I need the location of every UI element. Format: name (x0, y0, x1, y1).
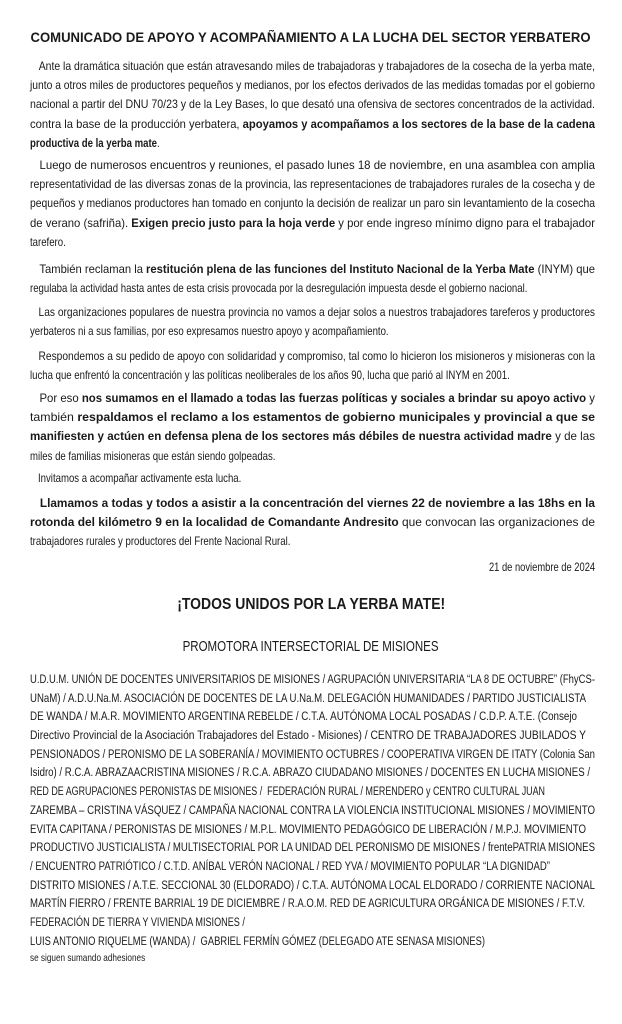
text: Las organizaciones populares de nuestra provincia no vamos a dejar solos a nuestros trabajadores tareferos y productores (30, 305, 595, 319)
date-text: 21 de noviembre de 2024 (488, 560, 595, 574)
paragraph-line (30, 57, 595, 76)
paragraph (30, 469, 595, 488)
paragraph-line (30, 408, 595, 427)
adhesion-line (30, 763, 595, 782)
adhesion-line (30, 932, 595, 951)
text: nacional a partir del DNU 70/23 y de la Ley Bases, lo que desató una ofensiva de sectores concentrados de la actividad. (30, 97, 595, 112)
text: también (30, 410, 78, 425)
paragraph-line (30, 279, 595, 298)
paragraph-line (30, 494, 595, 513)
footer-note (30, 952, 178, 964)
text: miles de familias misioneras que están siendo golpeadas. (30, 448, 276, 463)
adhesion-line (30, 876, 595, 895)
adhesion-line (30, 820, 595, 839)
paragraph-line (30, 214, 595, 233)
paragraph (30, 347, 595, 385)
adhesions-list (30, 670, 595, 950)
paragraph (30, 57, 595, 153)
text: y por ende ingreso mínimo digno para el trabajador (335, 215, 595, 230)
adhesion-line (30, 707, 595, 726)
signatory-text: PROMOTORA INTERSECTORIAL DE MISIONES (183, 638, 439, 655)
adhesion-text: UNaM) / A.D.U.Na.M. ASOCIACIÓN DE DOCENTES DE LA U.Na.M. DELEGACIÓN HUMANIDADES / PARTIDO JUSTICIALISTA (30, 690, 586, 705)
paragraph-line (30, 532, 595, 551)
paragraph-line (30, 447, 595, 466)
text: Invitamos a acompañar activamente esta lucha. (30, 471, 242, 485)
bold-text: rotonda del kilómetro 9 en la localidad de Comandante Andresito (30, 515, 399, 530)
adhesion-text: EVITA CAPITANA / PERONISTAS DE MISIONES / M.P.L. MOVIMIENTO PEDAGÓGICO DE LIBERACIÓN / M.P.J. MOVIMIENTO (30, 821, 586, 836)
document-date (459, 560, 595, 574)
text: yerbateros ni a sus familias, por eso expresamos nuestro apoyo y acompañamiento. (30, 324, 389, 339)
adhesion-text: MARTÍN FIERRO / FRENTE BARRIAL 19 DE DICIEMBRE / R.A.O.M. RED DE AGRICULTURA ORGÁNICA DE MISIONES / F.T.V. (30, 896, 585, 911)
paragraph-line (30, 76, 595, 95)
adhesion-text: Directivo Provincial de la Asociación Trabajadores del Estado - Misiones) / CENTRO DE TRABAJADORES JUBILADOS Y (30, 728, 586, 743)
text: (INYM) que (534, 262, 595, 276)
bold-text: Llamamos a todas y todos a asistir a la concentración del viernes 22 de noviembre a las 18hs en la (30, 496, 595, 510)
paragraph-line (30, 322, 595, 341)
adhesion-text: PENSIONADOS / PERONISMO DE LA SOBERANÍA / MOVIMIENTO OCTUBRES / COOPERATIVA VIRGEN DE ITATY (Colonia San (30, 746, 595, 761)
paragraph-line (30, 303, 595, 322)
paragraph (30, 303, 595, 341)
text: representatividad de las diversas zonas de la provincia, las representaciones de trabajadores rurales de la cosecha y de (30, 177, 595, 192)
paragraph-line (30, 156, 595, 175)
adhesion-text: RED DE AGRUPACIONES PERONISTAS DE MISIONES / FEDERACIÓN RURAL / MERENDERO y CENTRO CULTURAL JUAN (30, 784, 545, 799)
paragraph-line (30, 95, 595, 114)
paragraph-line (30, 194, 595, 213)
text: de verano (safriña). (30, 215, 132, 230)
text: Luego de numerosos encuentros y reuniones, el pasado lunes 18 de noviembre, en una asamblea con amplia (30, 158, 595, 172)
adhesion-line (30, 801, 595, 820)
adhesion-line (30, 913, 595, 932)
paragraph-line (30, 469, 595, 488)
text: regulaba la actividad hasta antes de esta crisis provocada por la desregulación impuesta desde el gobierno nacional. (30, 281, 528, 296)
paragraph-line (30, 347, 595, 366)
text: También reclaman la (30, 262, 147, 276)
bold-text: apoyamos y acompañamos a los sectores de la base de la cadena (242, 116, 595, 131)
text: . (156, 135, 160, 150)
adhesion-text: PRODUCTIVO JUSTICIALISTA / MULTISECTORIAL POR LA UNIDAD DEL PERONISMO DE MISIONES / frentePATRIA MISIONES (30, 840, 595, 855)
signatory-heading (0, 638, 622, 655)
paragraph-line (30, 513, 595, 532)
text: contra la base de la producción yerbatera, (30, 116, 243, 131)
adhesion-text: LUIS ANTONIO RIQUELME (WANDA) / GABRIEL FERMÍN GÓMEZ (DELEGADO ATE SENASA MISIONES) (30, 933, 485, 948)
document-title (0, 30, 622, 45)
bold-text: productiva de la yerba mate (30, 135, 157, 150)
bold-text: respaldamos el reclamo a los estamentos de gobierno municipales y provincial a que se (77, 410, 596, 425)
paragraph-line (30, 134, 595, 153)
paragraph-line (30, 115, 595, 134)
adhesion-line (30, 894, 595, 913)
adhesion-line (30, 745, 595, 764)
bold-text: manifiesten y actúen en defensa plena de los sectores más débiles de nuestra actividad madre (30, 429, 552, 444)
paragraph (30, 494, 595, 552)
text: Ante la dramática situación que están atravesando miles de trabajadoras y trabajadores de la cosecha de la yerba mate, (30, 59, 595, 73)
paragraph (30, 389, 595, 466)
paragraph-line (30, 260, 595, 279)
text: que convocan las organizaciones de (398, 515, 595, 530)
adhesion-text: ZAREMBA – CRISTINA VÁSQUEZ / CAMPAÑA NACIONAL CONTRA LA VIOLENCIA INSTITUCIONAL MISIONES / MOVIMIENTO (30, 802, 595, 817)
bold-text: Exigen precio justo para la hoja verde (131, 215, 336, 230)
paragraph-line (30, 427, 595, 446)
adhesion-text: / ENCUENTRO PATRIÓTICO / C.T.D. ANÍBAL VERÓN NACIONAL / RED YVA / MOVIMIENTO POPULAR “LA DIGNIDAD” (30, 858, 550, 873)
adhesion-text: DISTRITO MISIONES / A.T.E. SECCIONAL 30 (ELDORADO) / C.T.A. AUTÓNOMA LOCAL ELDORADO / CORRIENTE NACIONAL (30, 877, 595, 892)
paragraph (30, 156, 595, 252)
text: lucha que enfrentó la concentración y las políticas neoliberales de los años 90, lucha que parió al INYM en 2001. (30, 368, 510, 383)
bold-text: nos sumamos en el llamado a todas las fuerzas políticas y sociales a brindar su apoyo activo (81, 391, 587, 405)
bold-text: restitución plena de las funciones del Instituto Nacional de la Yerba Mate (146, 262, 535, 276)
adhesion-line (30, 670, 595, 689)
text: y de las (551, 429, 595, 444)
paragraph-line (30, 389, 595, 408)
text: Respondemos a su pedido de apoyo con solidaridad y compromiso, tal como lo hicieron los misioneros y misioneras con la (30, 349, 595, 363)
text: Por eso (30, 391, 82, 405)
text: junto a otros miles de productores pequeños y medianos, por los efectos derivados de las medidas tomadas por el gobierno (30, 78, 595, 93)
adhesion-line (30, 689, 595, 708)
text: tarefero. (30, 234, 66, 249)
slogan-heading (0, 596, 622, 614)
slogan-text: ¡TODOS UNIDOS POR LA YERBA MATE! (176, 596, 445, 613)
title-text: COMUNICADO DE APOYO Y ACOMPAÑAMIENTO A LA LUCHA DEL SECTOR YERBATERO (30, 30, 591, 45)
adhesion-line (30, 838, 595, 857)
adhesion-text: Isidro) / R.C.A. ABRAZAACRISTINA MISIONES / R.C.A. ABRAZO CIUDADANO MISIONES / DOCENTES EN LUCHA MISIONES / (30, 765, 590, 780)
adhesion-text: DE WANDA / M.A.R. MOVIMIENTO ARGENTINA REBELDE / C.T.A. AUTÓNOMA LOCAL POSADAS / C.D.P. A.T.E. (Consejo (30, 709, 577, 724)
paragraph-line (30, 233, 595, 252)
adhesion-line (30, 857, 595, 876)
adhesion-line (30, 782, 595, 801)
paragraph-line (30, 366, 595, 385)
footer-note-text: se siguen sumando adhesiones (30, 952, 146, 964)
paragraph-line (30, 175, 595, 194)
text: trabajadores rurales y productores del Frente Nacional Rural. (30, 534, 291, 549)
adhesion-line (30, 726, 595, 745)
text: y (586, 391, 595, 405)
paragraph (30, 260, 595, 298)
text: pequeños y medianos productores han tomado en conjunto la decisión de realizar un paro sin levantamiento de la cosecha (30, 196, 595, 211)
adhesion-text: FEDERACIÓN DE TIERRA Y VIVIENDA MISIONES / (30, 914, 245, 929)
adhesion-text: U.D.U.M. UNIÓN DE DOCENTES UNIVERSITARIOS DE MISIONES / AGRUPACIÓN UNIVERSITARIA “LA 8 DE OCTUBRE” (FhyCS- (30, 672, 595, 686)
